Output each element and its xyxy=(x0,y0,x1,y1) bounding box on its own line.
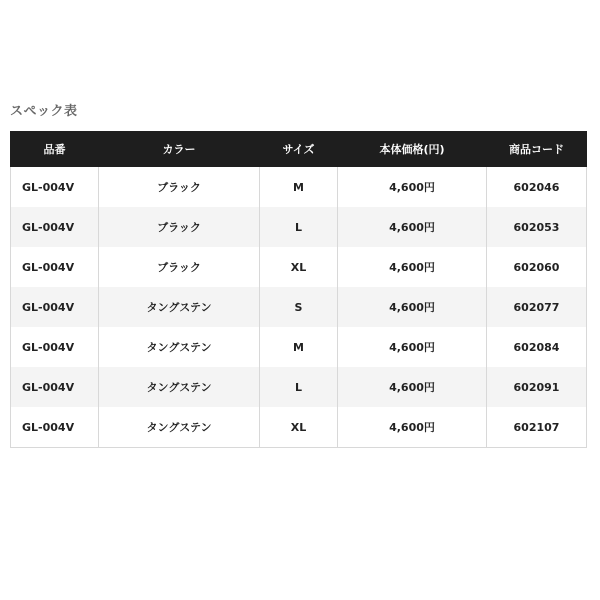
cell-size: S xyxy=(260,287,338,327)
cell-item-code: 602084 xyxy=(487,327,587,367)
cell-color: タングステン xyxy=(99,367,260,407)
cell-price: 4,600円 xyxy=(338,407,487,448)
table-row xyxy=(11,167,587,208)
cell-color: タングステン xyxy=(99,327,260,367)
spec-table xyxy=(10,131,587,448)
cell-color: タングステン xyxy=(99,407,260,448)
cell-price: 4,600円 xyxy=(338,167,487,208)
cell-product-number: GL-004V xyxy=(11,287,99,327)
spec-table-header xyxy=(11,132,587,167)
cell-item-code: 602060 xyxy=(487,247,587,287)
header-product-number: 品番 xyxy=(11,132,99,167)
cell-color: ブラック xyxy=(99,247,260,287)
cell-size: L xyxy=(260,207,338,247)
table-row xyxy=(11,287,587,327)
cell-size: XL xyxy=(260,407,338,448)
cell-price: 4,600円 xyxy=(338,247,487,287)
cell-item-code: 602107 xyxy=(487,407,587,448)
cell-size: M xyxy=(260,327,338,367)
cell-item-code: 602077 xyxy=(487,287,587,327)
cell-product-number: GL-004V xyxy=(11,407,99,448)
spec-table-body xyxy=(11,167,587,448)
cell-item-code: 602053 xyxy=(487,207,587,247)
cell-size: L xyxy=(260,367,338,407)
table-row xyxy=(11,407,587,448)
cell-size: XL xyxy=(260,247,338,287)
cell-item-code: 602046 xyxy=(487,167,587,208)
header-color: カラー xyxy=(99,132,260,167)
cell-product-number: GL-004V xyxy=(11,207,99,247)
header-item-code: 商品コード xyxy=(487,132,587,167)
cell-product-number: GL-004V xyxy=(11,327,99,367)
header-row xyxy=(11,132,587,167)
section-title: スペック表 xyxy=(10,104,78,119)
table-row xyxy=(11,367,587,407)
cell-color: タングステン xyxy=(99,287,260,327)
table-row xyxy=(11,207,587,247)
cell-product-number: GL-004V xyxy=(11,367,99,407)
header-size: サイズ xyxy=(260,132,338,167)
cell-price: 4,600円 xyxy=(338,207,487,247)
table-row xyxy=(11,327,587,367)
cell-product-number: GL-004V xyxy=(11,247,99,287)
cell-price: 4,600円 xyxy=(338,287,487,327)
cell-color: ブラック xyxy=(99,207,260,247)
cell-item-code: 602091 xyxy=(487,367,587,407)
cell-price: 4,600円 xyxy=(338,367,487,407)
table-row xyxy=(11,247,587,287)
cell-color: ブラック xyxy=(99,167,260,208)
cell-price: 4,600円 xyxy=(338,327,487,367)
cell-size: M xyxy=(260,167,338,208)
cell-product-number: GL-004V xyxy=(11,167,99,208)
header-price: 本体価格(円) xyxy=(338,132,487,167)
